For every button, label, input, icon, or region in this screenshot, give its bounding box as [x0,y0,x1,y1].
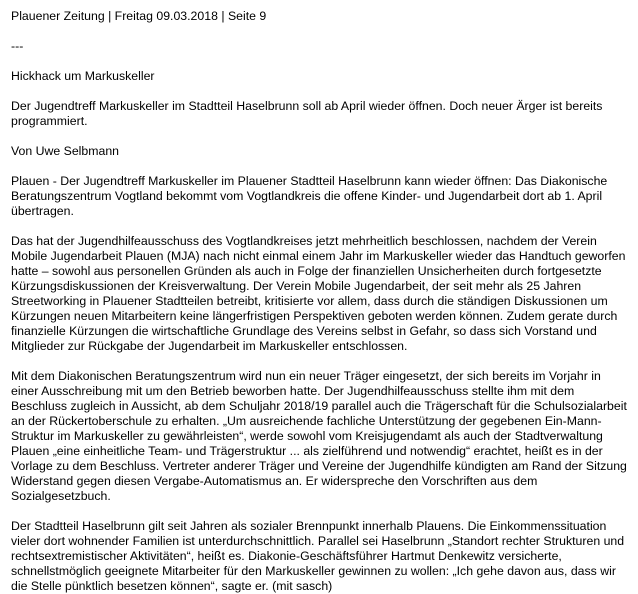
body-paragraph-2: Das hat der Jugendhilfeausschuss des Vogtlandkreises jetzt mehrheitlich beschlossen, nachdem der Verein Mobile Jugendarbeit Plauen (MJA) nach nicht einmal einem Jahr im Markuskeller wieder das Handtuch geworfen hatte – sowohl aus personellen Gründen als auch in Folge der finanziellen Unsicherheiten durch fortgesetzte Kürzungsdiskussionen der Kreisverwaltung. Der Verein Mobile Jugendarbeit, der seit mehr als 25 Jahren Streetworking in Plauener Stadtteilen betreibt, kritisierte vor allem, dass durch die ständigen Diskussionen um Kürzungen neuen Mitarbeitern keine längerfristigen Perspektiven geboten werden können. Zudem gerate durch finanzielle Kürzungen die wirtschaftliche Grundlage des Vereins selbst in Gefahr, so dass sich Vorstand und Mitglieder zur Rückgabe der Jugendarbeit im Markuskeller entschlossen. [11,234,626,353]
body-paragraph-3: Mit dem Diakonischen Beratungszentrum wird nun ein neuer Träger eingesetzt, der sich bereits im Vorjahr in einer Ausschreibung mit um den Betrieb beworben hatte. Der Jugendhilfeausschuss stellte ihm mit dem Beschluss zugleich in Aussicht, ab dem Schuljahr 2018/19 parallel auch die Trägerschaft für die Schulsozialarbeit an der Rückertoberschule zu erhalten. „Um ausreichende fachliche Unterstützung der gegebenen Ein-Mann-Struktur im Markuskeller zu gewährleisten“, werde sowohl vom Kreisjugendamt als auch der Stadtverwaltung Plauen „eine einheitliche Team- und Trägerstruktur ... als zielführend und notwendig“ erachtet, heißt es in der Vorlage zu dem Beschluss. Vertreter anderer Träger und Vereine der Jugendhilfe kündigten am Rand der Sitzung Widerstand gegen diesen Vergabe-Automatismus an. Er widerspreche den Vorschriften aus dem Sozialgesetzbuch. [11,369,627,503]
article-header: Plauener Zeitung | Freitag 09.03.2018 | Seite 9 [11,9,267,23]
lead-paragraph: Der Jugendtreff Markuskeller im Stadtteil Haselbrunn soll ab April wieder öffnen. Doch neuer Ärger ist bereits programmiert. [11,99,603,128]
body-paragraph-4: Der Stadtteil Haselbrunn gilt seit Jahren als sozialer Brennpunkt innerhalb Plauens. Die Einkommenssituation vieler dort wohnender Familien ist unterdurchschnittlich. Parallel sei Haselbrunn „Standort rechter Strukturen und rechtsextremistischer Aktivitäten“, heißt es. Diakonie-Geschäftsführer Hartmut Denkewitz versicherte, schnellstmöglich geeignete Mitarbeiter für den Markuskeller gewinnen zu wollen: „Ich gehe davon aus, dass wir die Stelle pünktlich besetzen können“, sagte er. (mit sasch) [11,519,625,593]
byline: Von Uwe Selbmann [11,144,120,158]
headline: Hickhack um Markuskeller [11,69,155,83]
body-paragraph-1: Plauen - Der Jugendtreff Markuskeller im Plauener Stadtteil Haselbrunn kann wieder öffnen: Das Diakonische Beratungszentrum Vogtland bekommt vom Vogtlandkreis die offene Kinder- und Jugendarbeit dort ab 1. April übertragen. [11,174,608,218]
separator: --- [11,39,24,53]
